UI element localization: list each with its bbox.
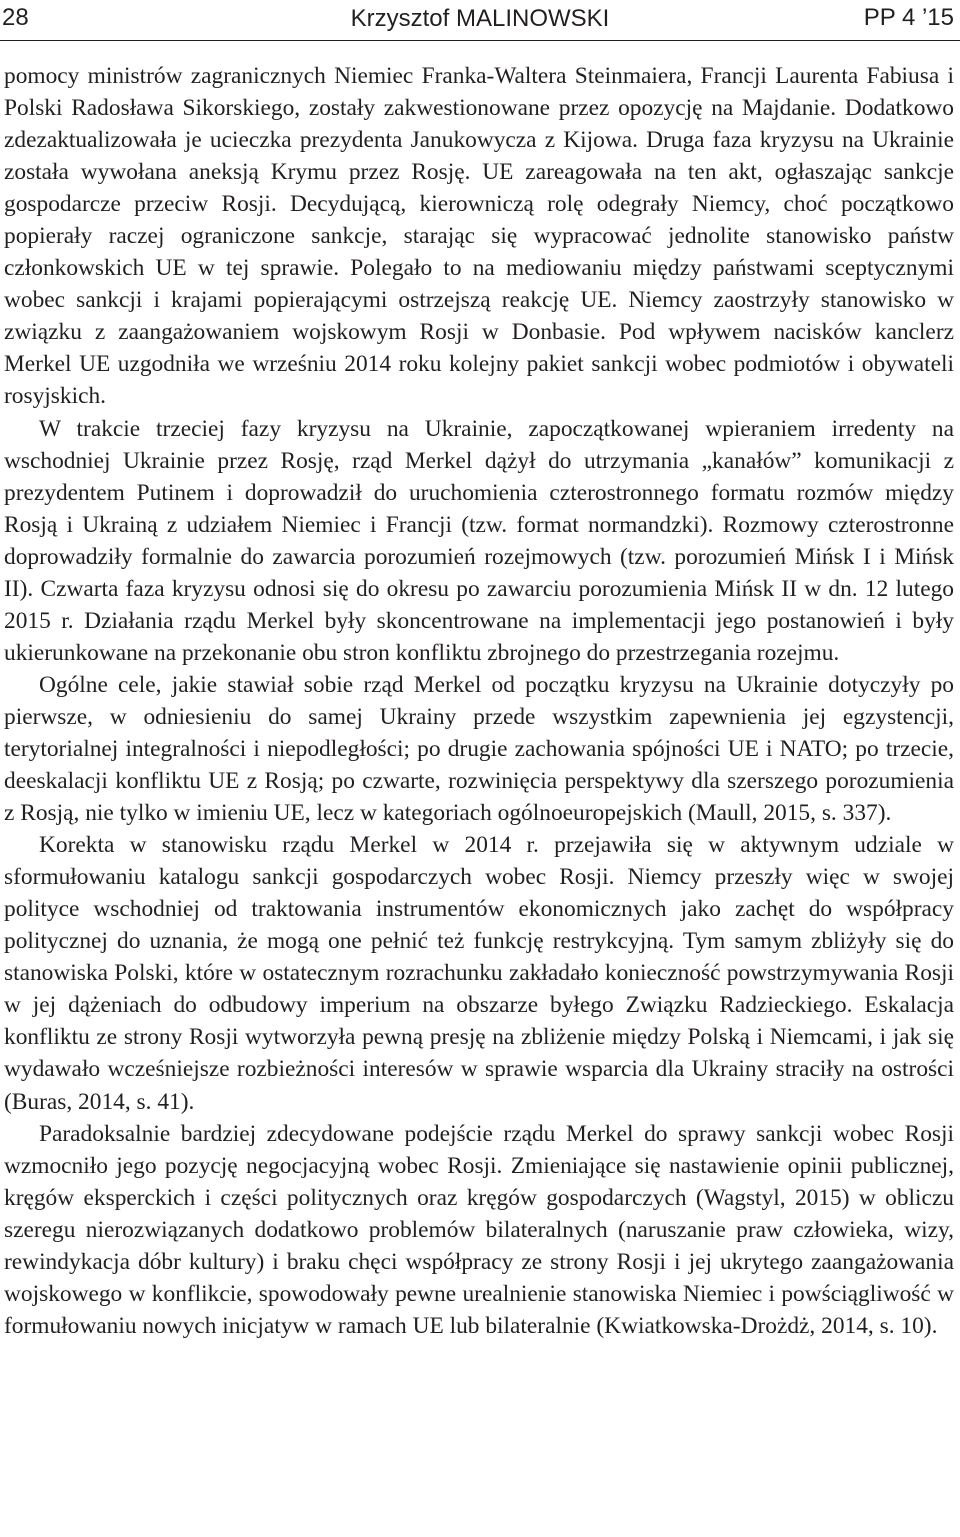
paragraph: Paradoksalnie bardziej zdecydowane podejście rządu Merkel do sprawy sankcji wobec Rosji wzmocniło jego pozycję negocjacyjną wobec Rosji. Zmieniające się nastawienie opinii publicznej, kręgów eksperckich i części politycznych oraz kręgów gospodarczych (Wagstyl, 2015) w obliczu szeregu nierozwiązanych dodatkowo problemów bilateralnych (naruszanie praw człowieka, wizy, rewindykacja dóbr kultury) i braku chęci współpracy ze strony Rosji i jej ukrytego zaangażowania wojskowego w konflikcie, spowodowały pewne urealnienie stanowiska Niemiec i powściągliwość w formułowaniu nowych inicjatyw w ramach UE lub bilateralnie (Kwiatkowska-Drożdż, 2014, s. 10). — [4, 1120, 954, 1339]
paragraph-continued: pomocy ministrów zagranicznych Niemiec Franka-Waltera Steinmaiera, Francji Laurenta Fabiusa i Polski Radosława Sikorskiego, zostały zakwestionowane przez opozycję na Majdanie. Dodatkowo zdezaktualizowała je ucieczka prezydenta Janukowycza z Kijowa. Druga faza kryzysu na Ukrainie została wywołana aneksją Krymu przez Rosję. UE zareagowała na ten akt, ogłaszając sankcje gospodarcze przeciw Rosji. Decydującą, kierowniczą rolę odegrały Niemcy, choć początkowo popierały raczej ograniczone sankcje, starając się wypracować jednolite stanowisko państw członkowskich UE w tej sprawie. Polegało to na mediowaniu między państwami sceptycznymi wobec sankcji i krajami popierającymi ostrzejszą reakcję UE. Niemcy zaostrzyły stanowisko w związku z zaangażowaniem wojskowym Rosji w Donbasie. Pod wpływem nacisków kanclerz Merkel UE uzgodniła we wrześniu 2014 roku kolejny pakiet sankcji wobec podmiotów i obywateli rosyjskich. — [4, 63, 954, 410]
paragraph: W trakcie trzeciej fazy kryzysu na Ukrainie, zapoczątkowanej wpieraniem irredenty na wschodniej Ukrainie przez Rosję, rząd Merkel dążył do utrzymania „kanałów” komunikacji z prezydentem Putinem i doprowadził do uruchomienia czterostronnego formatu rozmów między Rosją i Ukrainą z udziałem Niemiec i Francji (tzw. format normandzki). Rozmowy czterostronne doprowadziły formalnie do zawarcia porozumień rozejmowych (tzw. porozumień Mińsk I i Mińsk II). Czwarta faza kryzysu odnosi się do okresu po zawarciu porozumienia Mińsk II w dn. 12 lutego 2015 r. Działania rządu Merkel były skoncentrowane na implementacji jego postanowień i były ukierunkowane na przekonanie obu stron konfliktu zbrojnego do przestrzegania rozejmu. — [4, 415, 954, 666]
article-body — [4, 60, 954, 1342]
running-author: Krzysztof MALINOWSKI — [350, 5, 610, 32]
header-rule — [0, 40, 960, 41]
page-number: 28 — [2, 4, 29, 31]
paragraph: Korekta w stanowisku rządu Merkel w 2014 r. przejawiła się w aktywnym udziale w sformułowaniu katalogu sankcji gospodarczych wobec Rosji. Niemcy przeszły więc w swojej polityce wschodniej od traktowania instrumentów ekonomicznych jako zachęt do współpracy politycznej do uznania, że mogą one pełnić też funkcję restrykcyjną. Tym samym zbliżyły się do stanowiska Polski, które w ostatecznym rozrachunku zakładało konieczność powstrzymywania Rosji w jej dążeniach do odbudowy imperium na obszarze byłego Związku Radzieckiego. Eskalacja konfliktu ze strony Rosji wytworzyła pewną presję na zbliżenie między Polską i Niemcami, i jak się wydawało wcześniejsze rozbieżności interesów w sprawie wsparcia dla Ukrainy straciły na ostrości (Buras, 2014, s. 41). — [4, 832, 954, 1115]
paragraph: Ogólne cele, jakie stawiał sobie rząd Merkel od początku kryzysu na Ukrainie dotyczyły po pierwsze, w odniesieniu do samej Ukrainy przede wszystkim zapewnienia jej egzystencji, terytorialnej integralności i niepodległości; po drugie zachowania spójności UE i NATO; po trzecie, deeskalacji konfliktu UE z Rosją; po czwarte, rozwinięcia perspektywy dla szerszego porozumienia z Rosją, nie tylko w imieniu UE, lecz w kategoriach ogólnoeuropejskich (Maull, 2015, s. 337). — [4, 671, 954, 827]
journal-issue: PP 4 ’15 — [863, 4, 954, 31]
